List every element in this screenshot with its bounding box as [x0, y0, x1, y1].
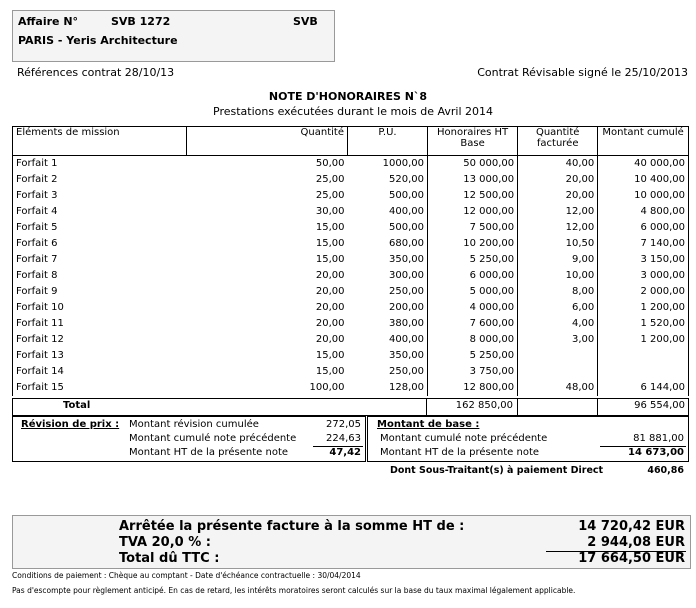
- cell-montant: [598, 364, 689, 380]
- totals-box: [12, 515, 691, 569]
- cell-pu: 1000,00: [382, 158, 425, 169]
- base-title: Montant de base :: [377, 419, 480, 430]
- cell-quantite: 20,00: [315, 318, 345, 329]
- cell-honoraires: 13 000,00: [428, 172, 518, 188]
- cell-element: Forfait 3: [13, 188, 187, 204]
- cell-honoraires: 12 000,00: [428, 204, 518, 220]
- cell-quantite-facturee: 3,00: [518, 332, 598, 348]
- cell-quantite: 25,00: [315, 190, 345, 201]
- cell-honoraires: 5 250,00: [428, 348, 518, 364]
- header-montant: Montant cumulé: [598, 127, 689, 156]
- table-row: [13, 380, 689, 396]
- cell-honoraires: 10 200,00: [428, 236, 518, 252]
- cell-quantite: 20,00: [315, 270, 345, 281]
- cell-montant: 40 000,00: [598, 156, 689, 173]
- table-row: [13, 252, 689, 268]
- revision-value-2: 224,63: [326, 433, 361, 444]
- cell-montant: 6 000,00: [598, 220, 689, 236]
- header-pu: P.U.: [348, 127, 428, 156]
- cell-montant: 10 000,00: [598, 188, 689, 204]
- tva-label: TVA 20,0 % :: [119, 535, 211, 550]
- document-title: NOTE D'HONORAIRES N`8: [268, 90, 428, 103]
- revision-label-2: Montant cumulé note précédente: [129, 433, 297, 444]
- cell-element: Forfait 14: [13, 364, 187, 380]
- table-row: [13, 284, 689, 300]
- cell-quantite: 20,00: [315, 302, 345, 313]
- cell-quantite-facturee: 8,00: [518, 284, 598, 300]
- cell-element: Forfait 9: [13, 284, 187, 300]
- revision-label-3: Montant HT de la présente note: [129, 447, 289, 458]
- cell-honoraires: 50 000,00: [428, 156, 518, 173]
- cell-element: Forfait 15: [13, 380, 187, 396]
- revision-box: [12, 416, 366, 462]
- table-row: [13, 348, 689, 364]
- cell-element: Forfait 13: [13, 348, 187, 364]
- total-ht-label: Arrêtée la présente facture à la somme HT de :: [119, 519, 465, 534]
- cell-pu: 400,00: [389, 206, 425, 217]
- cell-quantite-facturee: [518, 348, 598, 364]
- cell-montant: 6 144,00: [598, 380, 689, 396]
- contract-reference: Références contrat 28/10/13: [17, 66, 175, 79]
- cell-quantite-facturee: [518, 364, 598, 380]
- cell-quantite-facturee: 10,00: [518, 268, 598, 284]
- table-row: [13, 204, 689, 220]
- table-header-row: [13, 127, 689, 156]
- total-label: Total: [63, 400, 91, 411]
- document-subtitle: Prestations exécutées durant le mois de Avril 2014: [213, 105, 493, 118]
- table-row: [13, 236, 689, 252]
- revision-label-1: Montant révision cumulée: [129, 419, 259, 430]
- base-value-2: 14 673,00: [628, 447, 684, 458]
- cell-element: Forfait 7: [13, 252, 187, 268]
- cell-honoraires: 12 800,00: [428, 380, 518, 396]
- table-row: [13, 156, 689, 173]
- revision-value-1: 272,05: [326, 419, 361, 430]
- cell-quantite: 30,00: [315, 206, 345, 217]
- table-row: [13, 220, 689, 236]
- total-row: [12, 398, 689, 416]
- cell-montant: 2 000,00: [598, 284, 689, 300]
- cell-honoraires: 3 750,00: [428, 364, 518, 380]
- cell-quantite: 15,00: [315, 366, 345, 377]
- cell-quantite: 100,00: [309, 382, 345, 393]
- cell-quantite: 25,00: [315, 174, 345, 185]
- cell-pu: 400,00: [389, 334, 425, 345]
- cell-quantite-facturee: 6,00: [518, 300, 598, 316]
- header-quantite: Quantité: [187, 127, 348, 156]
- base-label-2: Montant HT de la présente note: [380, 447, 540, 458]
- cell-quantite: 15,00: [315, 254, 345, 265]
- cell-pu: 128,00: [389, 382, 425, 393]
- payment-conditions: Conditions de paiement : Chèque au comptant - Date d'échéance contractuelle : 30/04/2014: [12, 571, 361, 580]
- cell-pu: 380,00: [389, 318, 425, 329]
- cell-element: Forfait 8: [13, 268, 187, 284]
- header-elements: Eléments de mission: [13, 127, 187, 156]
- cell-quantite: 15,00: [315, 238, 345, 249]
- sous-traitant-label: Dont Sous-Traitant(s) à paiement Direct: [390, 465, 604, 476]
- cell-honoraires: 6 000,00: [428, 268, 518, 284]
- cell-quantite: 15,00: [315, 350, 345, 361]
- table-row: [13, 364, 689, 380]
- header-honoraires: Honoraires HT Base: [428, 127, 518, 156]
- cell-element: Forfait 4: [13, 204, 187, 220]
- cell-montant: 1 200,00: [598, 332, 689, 348]
- cell-honoraires: 7 500,00: [428, 220, 518, 236]
- cell-montant: 3 150,00: [598, 252, 689, 268]
- client-name: PARIS - Yeris Architecture: [18, 34, 178, 47]
- table-row: [13, 188, 689, 204]
- affaire-code: SVB: [293, 15, 318, 28]
- cell-element: Forfait 1: [13, 156, 187, 173]
- cell-element: Forfait 2: [13, 172, 187, 188]
- mission-table: [12, 126, 689, 396]
- cell-quantite: 50,00: [315, 158, 345, 169]
- late-payment-notice: Pas d'escompte pour règlement anticipé. En cas de retard, les intérêts moratoires seront calculés sur la base du taux maximal légalement applicable.: [12, 586, 576, 595]
- cell-montant: 10 400,00: [598, 172, 689, 188]
- cell-quantite-facturee: 20,00: [518, 188, 598, 204]
- table-row: [13, 332, 689, 348]
- cell-element: Forfait 10: [13, 300, 187, 316]
- cell-pu: 250,00: [389, 286, 425, 297]
- ttc-value: 17 664,50 EUR: [578, 551, 685, 566]
- cell-montant: 7 140,00: [598, 236, 689, 252]
- cell-pu: 500,00: [389, 190, 425, 201]
- cell-quantite-facturee: 10,50: [518, 236, 598, 252]
- ttc-label: Total dû TTC :: [119, 551, 220, 566]
- revision-title: Révision de prix :: [21, 419, 120, 430]
- table-row: [13, 300, 689, 316]
- header-box: [12, 10, 335, 62]
- affaire-number: SVB 1272: [111, 15, 171, 28]
- cell-quantite-facturee: 4,00: [518, 316, 598, 332]
- cell-element: Forfait 11: [13, 316, 187, 332]
- total-ht-value: 14 720,42 EUR: [578, 519, 685, 534]
- cell-pu: 500,00: [389, 222, 425, 233]
- contract-revisable: Contrat Révisable signé le 25/10/2013: [477, 66, 688, 79]
- base-value-1: 81 881,00: [633, 433, 684, 444]
- cell-honoraires: 5 000,00: [428, 284, 518, 300]
- cell-quantite-facturee: 48,00: [518, 380, 598, 396]
- cell-honoraires: 4 000,00: [428, 300, 518, 316]
- cell-pu: 520,00: [389, 174, 425, 185]
- tva-value: 2 944,08 EUR: [587, 535, 685, 550]
- cell-pu: 250,00: [389, 366, 425, 377]
- cell-quantite: 20,00: [315, 334, 345, 345]
- cell-quantite-facturee: 20,00: [518, 172, 598, 188]
- cell-montant: 1 520,00: [598, 316, 689, 332]
- base-label-1: Montant cumulé note précédente: [380, 433, 548, 444]
- cell-honoraires: 8 000,00: [428, 332, 518, 348]
- cell-quantite-facturee: 12,00: [518, 220, 598, 236]
- cell-montant: 3 000,00: [598, 268, 689, 284]
- total-montant: 96 554,00: [634, 400, 685, 411]
- cell-honoraires: 5 250,00: [428, 252, 518, 268]
- cell-montant: 1 200,00: [598, 300, 689, 316]
- cell-pu: 300,00: [389, 270, 425, 281]
- base-box: [367, 416, 689, 462]
- cell-quantite-facturee: 9,00: [518, 252, 598, 268]
- cell-honoraires: 12 500,00: [428, 188, 518, 204]
- cell-quantite: 20,00: [315, 286, 345, 297]
- cell-montant: [598, 348, 689, 364]
- cell-montant: 4 800,00: [598, 204, 689, 220]
- table-row: [13, 316, 689, 332]
- cell-pu: 350,00: [389, 254, 425, 265]
- affaire-label: Affaire N°: [18, 15, 79, 28]
- table-row: [13, 172, 689, 188]
- table-row: [13, 268, 689, 284]
- header-quantite-facturee: Quantité facturée: [518, 127, 598, 156]
- cell-pu: 680,00: [389, 238, 425, 249]
- total-honoraires: 162 850,00: [455, 400, 513, 411]
- cell-pu: 200,00: [389, 302, 425, 313]
- cell-quantite-facturee: 12,00: [518, 204, 598, 220]
- cell-honoraires: 7 600,00: [428, 316, 518, 332]
- cell-quantite: 15,00: [315, 222, 345, 233]
- sous-traitant-value: 460,86: [647, 465, 684, 476]
- revision-value-3: 47,42: [329, 447, 361, 458]
- cell-element: Forfait 5: [13, 220, 187, 236]
- cell-pu: 350,00: [389, 350, 425, 361]
- cell-element: Forfait 12: [13, 332, 187, 348]
- cell-quantite-facturee: 40,00: [518, 156, 598, 173]
- cell-element: Forfait 6: [13, 236, 187, 252]
